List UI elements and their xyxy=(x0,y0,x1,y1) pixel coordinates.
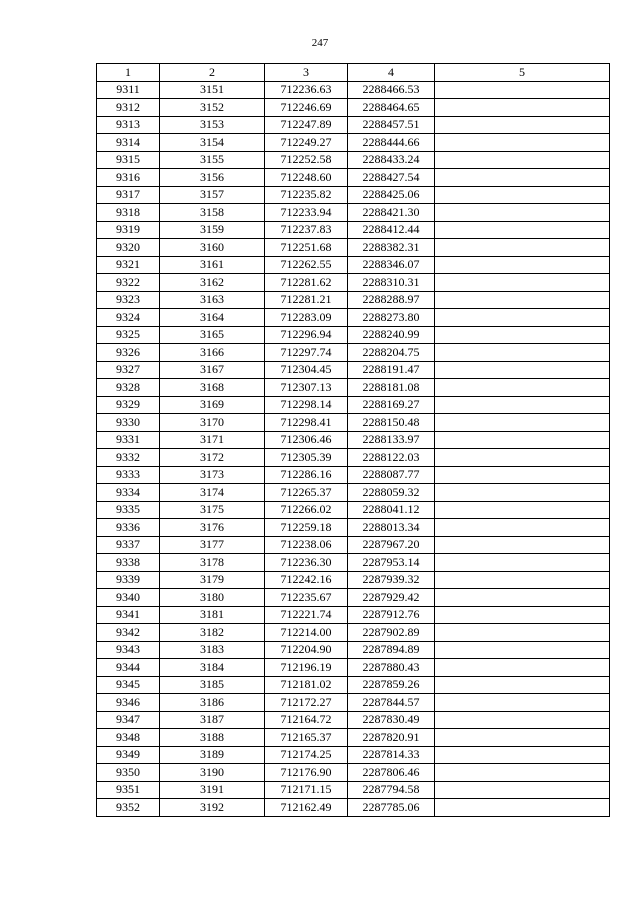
note-cell xyxy=(435,729,610,747)
station-number-cell: 3182 xyxy=(160,624,265,642)
x-coordinate-cell: 712307.13 xyxy=(265,379,348,397)
note-cell xyxy=(435,781,610,799)
note-cell xyxy=(435,431,610,449)
note-cell xyxy=(435,274,610,292)
point-number-cell: 9316 xyxy=(97,169,160,187)
table-row xyxy=(97,414,610,432)
y-coordinate-cell: 2287806.46 xyxy=(348,764,435,782)
station-number-cell: 3184 xyxy=(160,659,265,677)
x-coordinate-cell: 712298.14 xyxy=(265,396,348,414)
note-cell xyxy=(435,641,610,659)
column-header-4: 4 xyxy=(348,64,435,82)
station-number-cell: 3153 xyxy=(160,116,265,134)
note-cell xyxy=(435,116,610,134)
station-number-cell: 3175 xyxy=(160,501,265,519)
station-number-cell: 3162 xyxy=(160,274,265,292)
point-number-cell: 9336 xyxy=(97,519,160,537)
station-number-cell: 3165 xyxy=(160,326,265,344)
station-number-cell: 3152 xyxy=(160,99,265,117)
station-number-cell: 3186 xyxy=(160,694,265,712)
x-coordinate-cell: 712204.90 xyxy=(265,641,348,659)
station-number-cell: 3178 xyxy=(160,554,265,572)
note-cell xyxy=(435,151,610,169)
table-row xyxy=(97,326,610,344)
y-coordinate-cell: 2288240.99 xyxy=(348,326,435,344)
note-cell xyxy=(435,81,610,99)
table-row xyxy=(97,116,610,134)
table-row xyxy=(97,256,610,274)
y-coordinate-cell: 2287794.58 xyxy=(348,781,435,799)
point-number-cell: 9334 xyxy=(97,484,160,502)
station-number-cell: 3155 xyxy=(160,151,265,169)
point-number-cell: 9345 xyxy=(97,676,160,694)
note-cell xyxy=(435,536,610,554)
y-coordinate-cell: 2288433.24 xyxy=(348,151,435,169)
y-coordinate-cell: 2287814.33 xyxy=(348,746,435,764)
table-row xyxy=(97,449,610,467)
x-coordinate-cell: 712238.06 xyxy=(265,536,348,554)
point-number-cell: 9341 xyxy=(97,606,160,624)
y-coordinate-cell: 2287820.91 xyxy=(348,729,435,747)
point-number-cell: 9343 xyxy=(97,641,160,659)
table-row xyxy=(97,396,610,414)
note-cell xyxy=(435,484,610,502)
note-cell xyxy=(435,344,610,362)
x-coordinate-cell: 712172.27 xyxy=(265,694,348,712)
coordinates-table xyxy=(96,63,610,817)
table-row xyxy=(97,781,610,799)
table-row xyxy=(97,746,610,764)
note-cell xyxy=(435,256,610,274)
column-header-3: 3 xyxy=(265,64,348,82)
station-number-cell: 3172 xyxy=(160,449,265,467)
x-coordinate-cell: 712306.46 xyxy=(265,431,348,449)
x-coordinate-cell: 712304.45 xyxy=(265,361,348,379)
x-coordinate-cell: 712214.00 xyxy=(265,624,348,642)
x-coordinate-cell: 712259.18 xyxy=(265,519,348,537)
note-cell xyxy=(435,169,610,187)
y-coordinate-cell: 2287912.76 xyxy=(348,606,435,624)
table-row xyxy=(97,799,610,817)
note-cell xyxy=(435,676,610,694)
note-cell xyxy=(435,379,610,397)
x-coordinate-cell: 712252.58 xyxy=(265,151,348,169)
station-number-cell: 3163 xyxy=(160,291,265,309)
note-cell xyxy=(435,501,610,519)
point-number-cell: 9348 xyxy=(97,729,160,747)
station-number-cell: 3179 xyxy=(160,571,265,589)
station-number-cell: 3189 xyxy=(160,746,265,764)
y-coordinate-cell: 2288013.34 xyxy=(348,519,435,537)
note-cell xyxy=(435,449,610,467)
point-number-cell: 9314 xyxy=(97,134,160,152)
table-row xyxy=(97,676,610,694)
point-number-cell: 9333 xyxy=(97,466,160,484)
table-body xyxy=(97,81,610,816)
point-number-cell: 9319 xyxy=(97,221,160,239)
note-cell xyxy=(435,309,610,327)
note-cell xyxy=(435,221,610,239)
table-row xyxy=(97,536,610,554)
table-row xyxy=(97,186,610,204)
point-number-cell: 9321 xyxy=(97,256,160,274)
station-number-cell: 3185 xyxy=(160,676,265,694)
y-coordinate-cell: 2287830.49 xyxy=(348,711,435,729)
point-number-cell: 9352 xyxy=(97,799,160,817)
y-coordinate-cell: 2288346.07 xyxy=(348,256,435,274)
x-coordinate-cell: 712281.62 xyxy=(265,274,348,292)
note-cell xyxy=(435,764,610,782)
x-coordinate-cell: 712247.89 xyxy=(265,116,348,134)
table-row xyxy=(97,81,610,99)
table-row xyxy=(97,729,610,747)
point-number-cell: 9347 xyxy=(97,711,160,729)
table-row xyxy=(97,711,610,729)
station-number-cell: 3166 xyxy=(160,344,265,362)
x-coordinate-cell: 712165.37 xyxy=(265,729,348,747)
note-cell xyxy=(435,711,610,729)
point-number-cell: 9340 xyxy=(97,589,160,607)
point-number-cell: 9312 xyxy=(97,99,160,117)
table-row xyxy=(97,641,610,659)
point-number-cell: 9338 xyxy=(97,554,160,572)
station-number-cell: 3170 xyxy=(160,414,265,432)
x-coordinate-cell: 712305.39 xyxy=(265,449,348,467)
point-number-cell: 9324 xyxy=(97,309,160,327)
note-cell xyxy=(435,589,610,607)
table-row xyxy=(97,151,610,169)
x-coordinate-cell: 712286.16 xyxy=(265,466,348,484)
point-number-cell: 9327 xyxy=(97,361,160,379)
table-row xyxy=(97,274,610,292)
point-number-cell: 9325 xyxy=(97,326,160,344)
y-coordinate-cell: 2287953.14 xyxy=(348,554,435,572)
x-coordinate-cell: 712164.72 xyxy=(265,711,348,729)
note-cell xyxy=(435,414,610,432)
station-number-cell: 3173 xyxy=(160,466,265,484)
table-row xyxy=(97,204,610,222)
y-coordinate-cell: 2288133.97 xyxy=(348,431,435,449)
column-header-5: 5 xyxy=(435,64,610,82)
x-coordinate-cell: 712262.55 xyxy=(265,256,348,274)
table-row xyxy=(97,431,610,449)
table-row xyxy=(97,169,610,187)
point-number-cell: 9326 xyxy=(97,344,160,362)
y-coordinate-cell: 2288191.47 xyxy=(348,361,435,379)
station-number-cell: 3191 xyxy=(160,781,265,799)
x-coordinate-cell: 712266.02 xyxy=(265,501,348,519)
table-row xyxy=(97,659,610,677)
station-number-cell: 3151 xyxy=(160,81,265,99)
note-cell xyxy=(435,326,610,344)
x-coordinate-cell: 712181.02 xyxy=(265,676,348,694)
x-coordinate-cell: 712281.21 xyxy=(265,291,348,309)
x-coordinate-cell: 712221.74 xyxy=(265,606,348,624)
column-header-1: 1 xyxy=(97,64,160,82)
x-coordinate-cell: 712162.49 xyxy=(265,799,348,817)
station-number-cell: 3156 xyxy=(160,169,265,187)
note-cell xyxy=(435,291,610,309)
point-number-cell: 9350 xyxy=(97,764,160,782)
y-coordinate-cell: 2288169.27 xyxy=(348,396,435,414)
table-row xyxy=(97,624,610,642)
station-number-cell: 3159 xyxy=(160,221,265,239)
note-cell xyxy=(435,694,610,712)
table-row xyxy=(97,99,610,117)
y-coordinate-cell: 2287859.26 xyxy=(348,676,435,694)
note-cell xyxy=(435,519,610,537)
table-row xyxy=(97,309,610,327)
x-coordinate-cell: 712171.15 xyxy=(265,781,348,799)
table-row xyxy=(97,554,610,572)
station-number-cell: 3183 xyxy=(160,641,265,659)
table-row xyxy=(97,134,610,152)
table-row xyxy=(97,221,610,239)
y-coordinate-cell: 2287894.89 xyxy=(348,641,435,659)
table-row xyxy=(97,606,610,624)
station-number-cell: 3157 xyxy=(160,186,265,204)
y-coordinate-cell: 2288273.80 xyxy=(348,309,435,327)
point-number-cell: 9337 xyxy=(97,536,160,554)
y-coordinate-cell: 2288122.03 xyxy=(348,449,435,467)
x-coordinate-cell: 712251.68 xyxy=(265,239,348,257)
station-number-cell: 3190 xyxy=(160,764,265,782)
y-coordinate-cell: 2288425.06 xyxy=(348,186,435,204)
point-number-cell: 9339 xyxy=(97,571,160,589)
station-number-cell: 3158 xyxy=(160,204,265,222)
table-row xyxy=(97,589,610,607)
station-number-cell: 3177 xyxy=(160,536,265,554)
y-coordinate-cell: 2288464.65 xyxy=(348,99,435,117)
table-row xyxy=(97,344,610,362)
y-coordinate-cell: 2288204.75 xyxy=(348,344,435,362)
note-cell xyxy=(435,554,610,572)
point-number-cell: 9317 xyxy=(97,186,160,204)
x-coordinate-cell: 712233.94 xyxy=(265,204,348,222)
y-coordinate-cell: 2288466.53 xyxy=(348,81,435,99)
x-coordinate-cell: 712237.83 xyxy=(265,221,348,239)
point-number-cell: 9351 xyxy=(97,781,160,799)
table-row xyxy=(97,501,610,519)
y-coordinate-cell: 2287844.57 xyxy=(348,694,435,712)
x-coordinate-cell: 712236.63 xyxy=(265,81,348,99)
station-number-cell: 3154 xyxy=(160,134,265,152)
x-coordinate-cell: 712246.69 xyxy=(265,99,348,117)
station-number-cell: 3169 xyxy=(160,396,265,414)
station-number-cell: 3168 xyxy=(160,379,265,397)
station-number-cell: 3174 xyxy=(160,484,265,502)
station-number-cell: 3180 xyxy=(160,589,265,607)
note-cell xyxy=(435,239,610,257)
y-coordinate-cell: 2288150.48 xyxy=(348,414,435,432)
x-coordinate-cell: 712236.30 xyxy=(265,554,348,572)
station-number-cell: 3171 xyxy=(160,431,265,449)
station-number-cell: 3181 xyxy=(160,606,265,624)
point-number-cell: 9331 xyxy=(97,431,160,449)
y-coordinate-cell: 2288412.44 xyxy=(348,221,435,239)
point-number-cell: 9342 xyxy=(97,624,160,642)
point-number-cell: 9311 xyxy=(97,81,160,99)
y-coordinate-cell: 2288288.97 xyxy=(348,291,435,309)
table-row xyxy=(97,484,610,502)
table-row xyxy=(97,571,610,589)
y-coordinate-cell: 2288444.66 xyxy=(348,134,435,152)
note-cell xyxy=(435,571,610,589)
note-cell xyxy=(435,134,610,152)
table-row xyxy=(97,291,610,309)
x-coordinate-cell: 712297.74 xyxy=(265,344,348,362)
table-row xyxy=(97,764,610,782)
y-coordinate-cell: 2288087.77 xyxy=(348,466,435,484)
y-coordinate-cell: 2288181.08 xyxy=(348,379,435,397)
y-coordinate-cell: 2287967.20 xyxy=(348,536,435,554)
y-coordinate-cell: 2288041.12 xyxy=(348,501,435,519)
station-number-cell: 3167 xyxy=(160,361,265,379)
point-number-cell: 9344 xyxy=(97,659,160,677)
point-number-cell: 9349 xyxy=(97,746,160,764)
point-number-cell: 9322 xyxy=(97,274,160,292)
x-coordinate-cell: 712242.16 xyxy=(265,571,348,589)
x-coordinate-cell: 712283.09 xyxy=(265,309,348,327)
station-number-cell: 3164 xyxy=(160,309,265,327)
x-coordinate-cell: 712249.27 xyxy=(265,134,348,152)
station-number-cell: 3161 xyxy=(160,256,265,274)
station-number-cell: 3192 xyxy=(160,799,265,817)
point-number-cell: 9318 xyxy=(97,204,160,222)
note-cell xyxy=(435,746,610,764)
note-cell xyxy=(435,361,610,379)
x-coordinate-cell: 712174.25 xyxy=(265,746,348,764)
y-coordinate-cell: 2288310.31 xyxy=(348,274,435,292)
note-cell xyxy=(435,606,610,624)
table-row xyxy=(97,694,610,712)
point-number-cell: 9329 xyxy=(97,396,160,414)
y-coordinate-cell: 2287929.42 xyxy=(348,589,435,607)
note-cell xyxy=(435,204,610,222)
point-number-cell: 9320 xyxy=(97,239,160,257)
x-coordinate-cell: 712298.41 xyxy=(265,414,348,432)
point-number-cell: 9328 xyxy=(97,379,160,397)
note-cell xyxy=(435,799,610,817)
y-coordinate-cell: 2287785.06 xyxy=(348,799,435,817)
point-number-cell: 9335 xyxy=(97,501,160,519)
y-coordinate-cell: 2288421.30 xyxy=(348,204,435,222)
note-cell xyxy=(435,659,610,677)
y-coordinate-cell: 2287902.89 xyxy=(348,624,435,642)
x-coordinate-cell: 712265.37 xyxy=(265,484,348,502)
note-cell xyxy=(435,186,610,204)
x-coordinate-cell: 712235.67 xyxy=(265,589,348,607)
point-number-cell: 9346 xyxy=(97,694,160,712)
note-cell xyxy=(435,466,610,484)
table-header-row xyxy=(97,64,610,82)
note-cell xyxy=(435,624,610,642)
table-row xyxy=(97,361,610,379)
table-row xyxy=(97,466,610,484)
x-coordinate-cell: 712296.94 xyxy=(265,326,348,344)
y-coordinate-cell: 2287880.43 xyxy=(348,659,435,677)
point-number-cell: 9315 xyxy=(97,151,160,169)
point-number-cell: 9313 xyxy=(97,116,160,134)
x-coordinate-cell: 712235.82 xyxy=(265,186,348,204)
column-header-2: 2 xyxy=(160,64,265,82)
note-cell xyxy=(435,396,610,414)
table-row xyxy=(97,519,610,537)
x-coordinate-cell: 712248.60 xyxy=(265,169,348,187)
table-row xyxy=(97,379,610,397)
page-number: 247 xyxy=(311,37,329,49)
x-coordinate-cell: 712176.90 xyxy=(265,764,348,782)
point-number-cell: 9332 xyxy=(97,449,160,467)
y-coordinate-cell: 2288427.54 xyxy=(348,169,435,187)
table-row xyxy=(97,239,610,257)
y-coordinate-cell: 2287939.32 xyxy=(348,571,435,589)
point-number-cell: 9323 xyxy=(97,291,160,309)
point-number-cell: 9330 xyxy=(97,414,160,432)
y-coordinate-cell: 2288457.51 xyxy=(348,116,435,134)
station-number-cell: 3160 xyxy=(160,239,265,257)
y-coordinate-cell: 2288382.31 xyxy=(348,239,435,257)
note-cell xyxy=(435,99,610,117)
x-coordinate-cell: 712196.19 xyxy=(265,659,348,677)
station-number-cell: 3187 xyxy=(160,711,265,729)
station-number-cell: 3188 xyxy=(160,729,265,747)
y-coordinate-cell: 2288059.32 xyxy=(348,484,435,502)
station-number-cell: 3176 xyxy=(160,519,265,537)
